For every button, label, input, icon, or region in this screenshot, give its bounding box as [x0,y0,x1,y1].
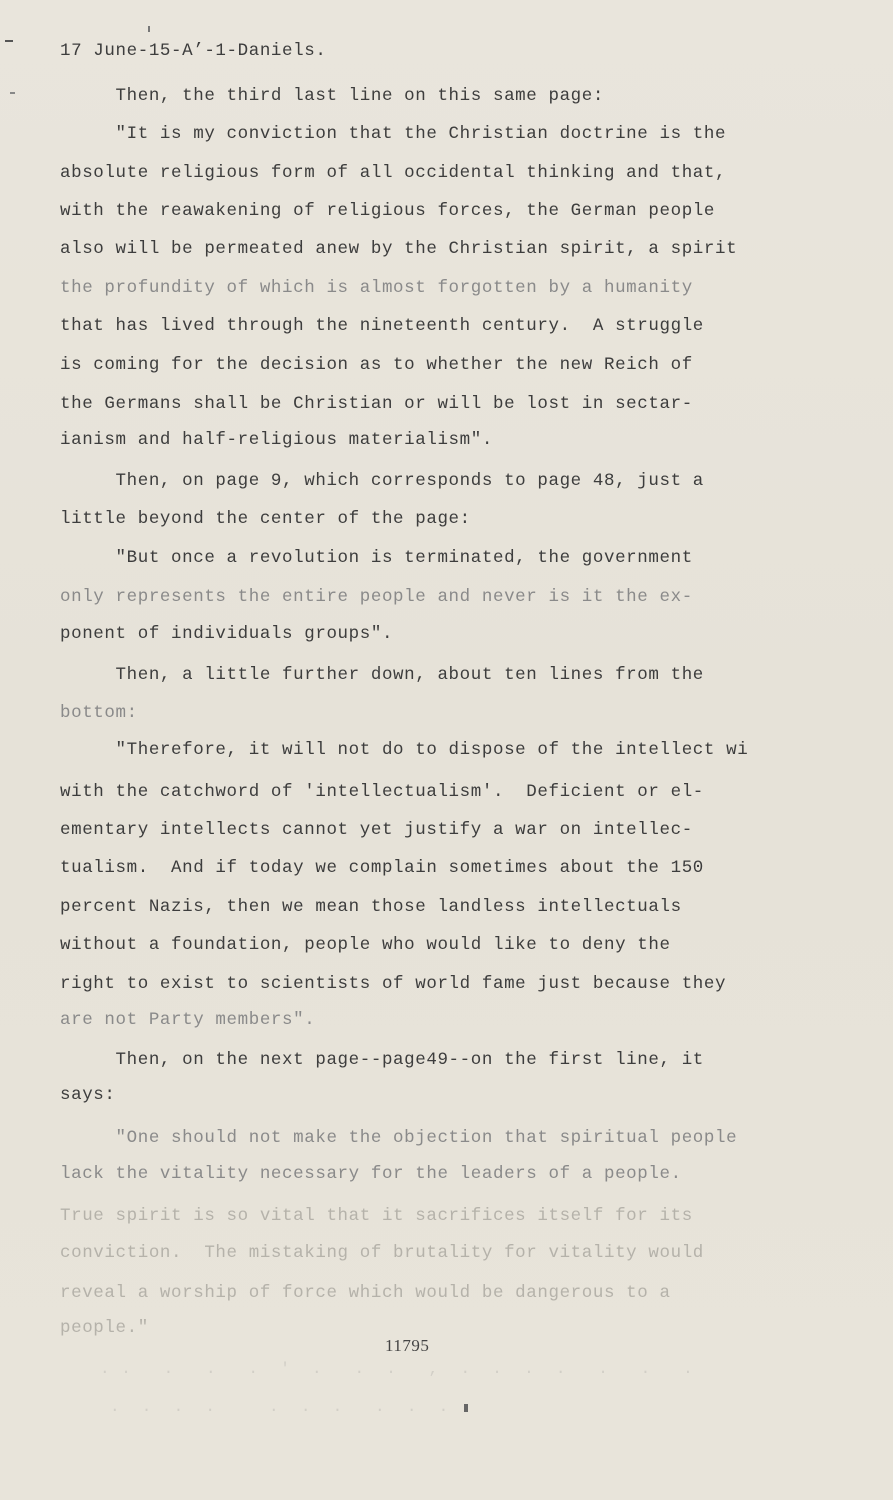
text-line: the Germans shall be Christian or will be lost in sectar- [60,394,693,414]
text-line: ementary intellects cannot yet justify a war on intellec- [60,820,693,840]
text-line: Then, a little further down, about ten lines from the [60,665,704,685]
text-line: little beyond the center of the page: [60,509,471,529]
text-line: Then, the third last line on this same page: [60,86,604,106]
text-line: with the reawakening of religious forces, the German people [60,201,716,221]
margin-mark [10,92,15,94]
text-line: Then, on page 9, which corresponds to page 48, just a [60,471,704,491]
text-line: tualism. And if today we complain sometimes about the 150 [60,858,704,878]
text-line: are not Party members". [60,1010,316,1030]
page-number: 11795 [385,1336,430,1355]
text-line: Then, on the next page--page49--on the first line, it [60,1050,704,1070]
text-line: percent Nazis, then we mean those landless intellectuals [60,897,682,917]
text-line: conviction. The mistaking of brutality for vitality would [60,1243,704,1263]
text-line: also will be permeated anew by the Christian spirit, a spirit [60,239,738,259]
text-line: reveal a worship of force which would be dangerous to a [60,1283,671,1303]
text-line: ianism and half-religious materialism". [60,430,493,450]
text-line: "Therefore, it will not do to dispose of the intellect wi [60,740,749,760]
text-line: without a foundation, people who would like to deny the [60,935,671,955]
text-line: only represents the entire people and never is it the ex- [60,587,693,607]
header-line: 17 June-15-A’-1-Daniels. [60,41,327,61]
text-line: the profundity of which is almost forgotten by a humanity [60,278,693,298]
ink-mark [464,1404,468,1412]
bleed-through-text: . . . . . ' . . . , . . . . . . . [100,1360,694,1378]
text-line: bottom: [60,703,138,723]
text-line: "But once a revolution is terminated, the government [60,548,693,568]
text-line: right to exist to scientists of world fame just because they [60,974,727,994]
text-line: says: [60,1085,116,1105]
bleed-through-text: . . . . . . . . . . [110,1398,450,1416]
margin-mark [148,26,150,32]
text-line: "One should not make the objection that spiritual people [60,1128,738,1148]
text-line: "It is my conviction that the Christian doctrine is the [60,124,727,144]
text-line: absolute religious form of all occidental thinking and that, [60,163,727,183]
text-line: with the catchword of 'intellectualism'. Deficient or el- [60,782,704,802]
text-line: lack the vitality necessary for the leaders of a people. [60,1164,682,1184]
margin-mark [5,40,13,42]
text-line: True spirit is so vital that it sacrifices itself for its [60,1206,693,1226]
text-line: is coming for the decision as to whether the new Reich of [60,355,693,375]
text-line: people." [60,1318,149,1338]
text-line: that has lived through the nineteenth century. A struggle [60,316,704,336]
text-line: ponent of individuals groups". [60,624,394,644]
